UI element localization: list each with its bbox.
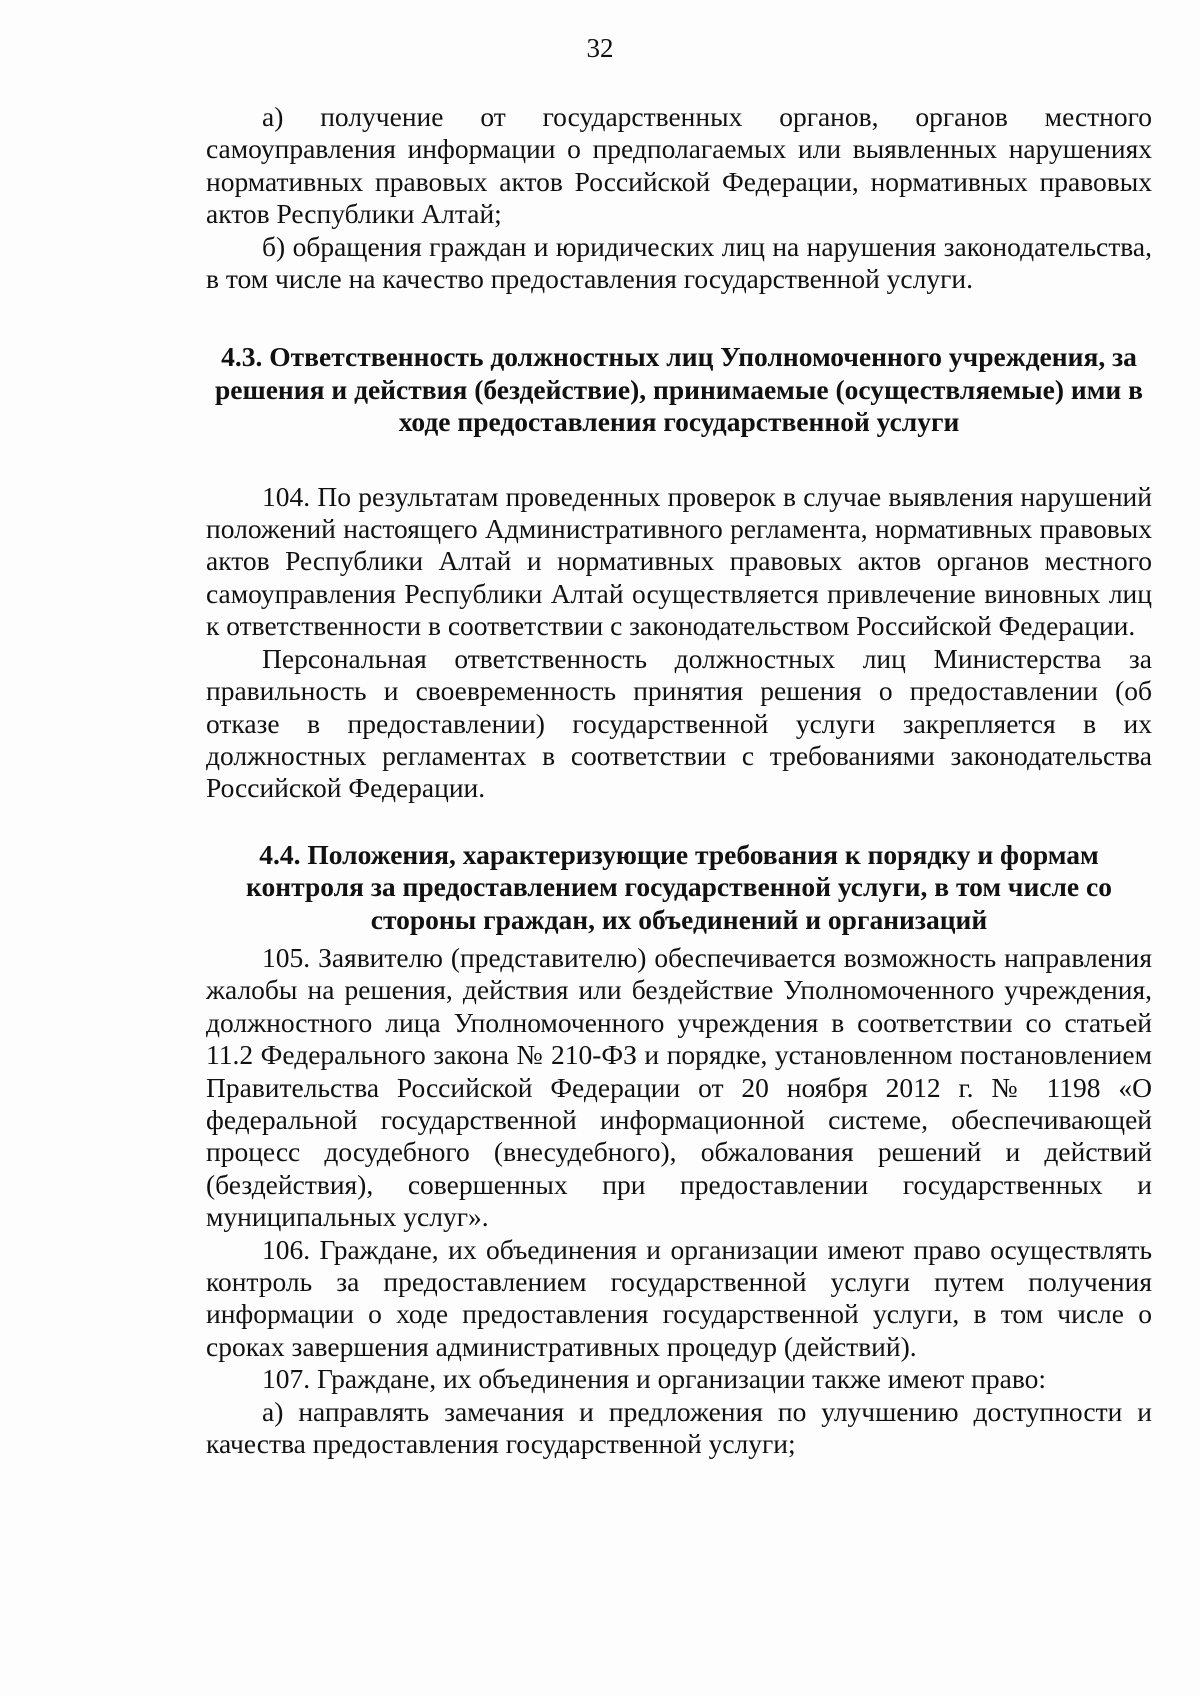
- paragraph-107-item-a: а) направлять замечания и предложения по улучшению доступности и качества предоставления государственной услуги;: [206, 1395, 1152, 1460]
- paragraph-item-a: а) получение от государственных органов, органов местного самоуправления информации о предполагаемых или выявленных нарушениях нормативных правовых актов Российской Федерации, нормативных правовых актов Республики Алтай;: [206, 101, 1152, 230]
- document-body: [206, 101, 1152, 1460]
- paragraph-personal-responsibility: Персональная ответственность должностных лиц Министерства за правильность и своевременность принятия решения о предоставлении (об отказе в предоставлении) государственной услуги закрепляется в их должностных регламентах в соответствии с требованиями законодательства Российской Федерации.: [206, 642, 1152, 804]
- section-heading-4-4: 4.4. Положения, характеризующие требования к порядку и формам контроля за предоставлением государственной услуги, в том числе со стороны граждан, их объединений и организаций: [246, 838, 1112, 935]
- paragraph-104: 104. По результатам проведенных проверок в случае выявления нарушений положений настоящего Административного регламента, нормативных правовых актов Республики Алтай и нормативных правовых актов органов местного самоуправления Республики Алтай осуществляется привлечение виновных лиц к ответственности в соответствии с законодательством Российской Федерации.: [206, 480, 1152, 642]
- page-number: 32: [586, 33, 614, 63]
- paragraph-item-b: б) обращения граждан и юридических лиц на нарушения законодательства, в том числе на качество предоставления государственной услуги.: [206, 230, 1152, 295]
- paragraph-106: 106. Граждане, их объединения и организации имеют право осуществлять контроль за предоставлением государственной услуги путем получения информации о ходе предоставления государственной услуги, в том числе о сроках завершения административных процедур (действий).: [206, 1233, 1152, 1362]
- section-heading-4-3: 4.3. Ответственность должностных лиц Уполномоченного учреждения, за решения и действия (бездействие), принимаемые (осуществляемые) ими в ходе предоставления государственной услуги: [214, 341, 1144, 438]
- paragraph-107: 107. Граждане, их объединения и организации также имеют право:: [262, 1363, 1047, 1395]
- paragraph-105: 105. Заявителю (представителю) обеспечивается возможность направления жалобы на решения, действия или бездействие Уполномоченного учреждения, должностного лица Уполномоченного учреждения в соответствии со статьей 11.2 Федерального закона № 210-ФЗ и порядке, установленном постановлением Правительства Российской Федерации от 20 ноября 2012 г. № 1198 «О федеральной государственной информационной системе, обеспечивающей процесс досудебного (внесудебного), обжалования решений и действий (бездействия), совершенных при предоставлении государственных и муниципальных услуг».: [206, 941, 1152, 1233]
